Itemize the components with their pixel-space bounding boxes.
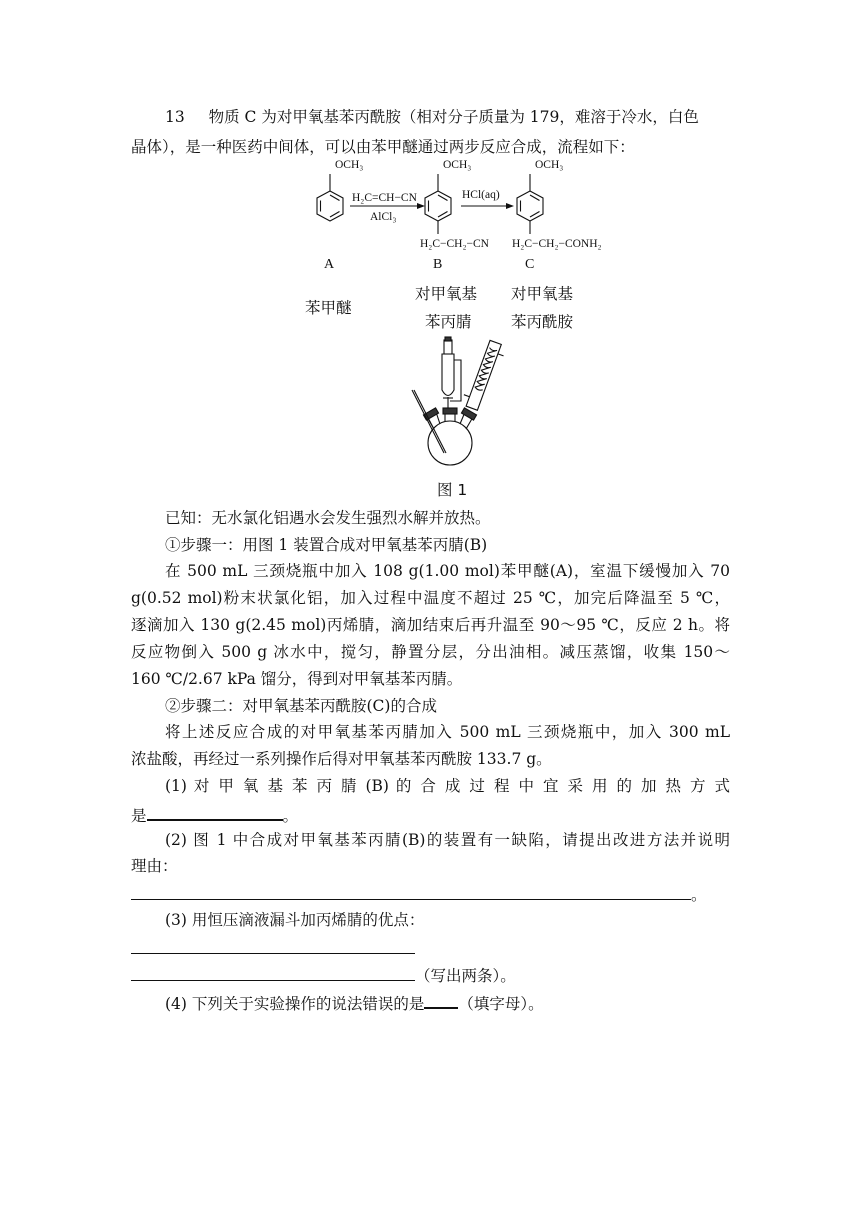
problem-number: 13 xyxy=(165,108,185,126)
step2-line1: 将上述反应合成的对甲氧基苯丙腈加入 500 mL 三颈烧瓶中，加入 300 mL xyxy=(165,723,730,741)
intro-line-1: 物质 C 为对甲氧基苯丙酰胺（相对分子质量为 179，难溶于冷水，白色 xyxy=(208,108,699,126)
step1-line3: 逐滴加入 130 g(2.45 mol)丙烯腈，滴加结束后再升温至 90～95 ℃，反应 2 h。将 xyxy=(131,616,730,634)
step2-line2: 浓盐酸，再经过一系列操作后得对甲氧基苯丙酰胺 133.7 g。 xyxy=(131,750,552,768)
question-1-line1: (1) 对 甲 氧 基 苯 丙 腈 (B) 的 合 成 过 程 中 宜 采 用 的 加 热 方 式 xyxy=(165,777,730,795)
question-2-answer: 。 xyxy=(131,883,707,905)
name-C-line1: 对甲氧基 xyxy=(511,285,574,303)
question-2-line1: (2) 图 1 中合成对甲氧基苯丙腈(B)的装置有一缺陷，请提出改进方法并说明 xyxy=(165,831,730,849)
question-3-answer1 xyxy=(131,937,415,959)
answer-blank-q1[interactable] xyxy=(147,803,283,821)
question-1-line2: 是 。 xyxy=(131,803,298,826)
side-chain-C: H₂C−CH₂−CONH₂ xyxy=(512,238,602,250)
reflux-condenser xyxy=(460,338,506,412)
dropping-funnel xyxy=(442,337,461,408)
problem-intro xyxy=(165,107,699,127)
intro-line-2: 晶体），是一种医药中间体，可以由苯甲醚通过两步反应合成，流程如下： xyxy=(131,138,635,156)
label-B: B xyxy=(433,257,443,272)
step1-line4: 反应物倒入 500 g 冰水中，搅匀，静置分层，分出油相。减压蒸馏，收集 150～ xyxy=(131,643,730,661)
reagent-acrylonitrile: H₂C=CH−CN xyxy=(352,192,417,204)
step2-title: ②步骤二：对甲氧基苯丙酰胺(C)的合成 xyxy=(165,697,437,715)
step1-title: ①步骤一：用图 1 装置合成对甲氧基苯丙腈(B) xyxy=(165,536,488,554)
name-A: 苯甲醚 xyxy=(305,299,352,317)
benzene-ring-C xyxy=(517,174,543,234)
label-C: C xyxy=(525,257,535,272)
side-chain-B: H₂C−CH₂−CN xyxy=(420,238,489,250)
three-neck-flask xyxy=(428,421,472,465)
name-B-line1: 对甲氧基 xyxy=(415,285,478,303)
benzene-ring-B xyxy=(425,174,451,234)
answer-blank-q2[interactable] xyxy=(131,883,691,900)
step1-line5: 160 ℃/2.67 kPa 馏分，得到对甲氧基苯丙腈。 xyxy=(131,670,463,688)
benzene-ring-A xyxy=(317,174,343,221)
known-condition: 已知：无水氯化铝遇水会发生强烈水解并放热。 xyxy=(165,509,491,527)
answer-blank-q3b[interactable] xyxy=(131,964,415,981)
figure-caption: 图 1 xyxy=(437,481,468,499)
step1-line1: 在 500 mL 三颈烧瓶中加入 108 g(1.00 mol)苯甲醚(A)，室温下缓慢加入 70 xyxy=(165,562,730,580)
question-2-line2: 理由： xyxy=(131,857,178,875)
substituent-B: OCH₃ xyxy=(443,159,472,171)
question-3-line1: (3) 用恒压滴液漏斗加丙烯腈的优点： xyxy=(165,911,425,929)
name-C-line2: 苯丙酰胺 xyxy=(511,313,574,331)
substituent-A: OCH₃ xyxy=(335,159,364,171)
question-4-line1: (4) 下列关于实验操作的说法错误的是 （填字母）。 xyxy=(165,991,544,1014)
name-B-line2: 苯丙腈 xyxy=(425,313,472,331)
apparatus-figure xyxy=(0,335,860,475)
step1-line2: g(0.52 mol)粉末状氯化铝，加入过程中温度不超过 25 ℃，加完后降温至 5 ℃， xyxy=(131,589,730,607)
reagent-hcl: HCl(aq) xyxy=(462,189,500,201)
substituent-C: OCH₃ xyxy=(535,159,564,171)
answer-blank-q4[interactable] xyxy=(424,991,458,1009)
answer-blank-q3a[interactable] xyxy=(131,937,415,954)
reagent-alcl3: AlCl₃ xyxy=(370,211,397,223)
label-A: A xyxy=(324,257,335,272)
question-3-answer2: （写出两条）。 xyxy=(131,964,516,986)
